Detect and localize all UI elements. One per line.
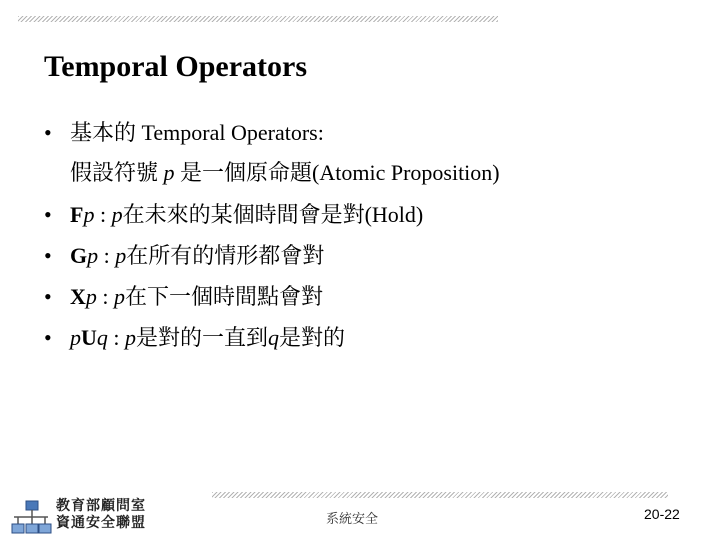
operator-description: 在所有的情形都會對: [126, 243, 325, 268]
operator-U: U: [81, 325, 97, 350]
bullet-marker: •: [44, 325, 52, 350]
bullet-item-intro: [44, 118, 500, 200]
operator-description: 在未來的某個時間會是對(Hold): [122, 202, 424, 227]
separator: :: [96, 284, 115, 309]
intro-var-p: p: [163, 160, 175, 185]
logo-text-line-1: 教育部顧問室: [56, 498, 146, 514]
var-p: p: [115, 243, 127, 268]
top-decorative-stripe: [18, 16, 498, 22]
bullet-item-G: [44, 241, 500, 282]
var-p: p: [111, 202, 123, 227]
page-number: 20-22: [644, 506, 680, 522]
operator-X: X: [70, 284, 86, 309]
intro-line-2-prefix: 假設符號: [70, 160, 164, 185]
var-p: p: [87, 243, 99, 268]
separator: :: [94, 202, 112, 227]
bullet-marker: •: [44, 284, 52, 309]
intro-line-2: [70, 158, 500, 188]
intro-line-1: 基本的 Temporal Operators:: [70, 120, 324, 145]
operator-description: 在下一個時間點會對: [125, 284, 324, 309]
bullet-item-X: [44, 282, 500, 323]
bullet-item-U: [44, 323, 500, 364]
network-logo-icon: [10, 500, 52, 536]
operator-G: G: [70, 243, 88, 268]
slide-title: Temporal Operators: [44, 50, 308, 83]
var-p: p: [125, 325, 137, 350]
var-p: p: [70, 325, 81, 350]
intro-line-2-suffix: 是一個原命題(Atomic Proposition): [174, 160, 500, 185]
var-q: q: [268, 325, 280, 350]
var-q: q: [96, 325, 108, 350]
logo-text-line-2: 資通安全聯盟: [56, 515, 146, 531]
var-p: p: [83, 202, 95, 227]
bullet-marker: •: [44, 243, 52, 268]
var-p: p: [114, 284, 126, 309]
bullet-list: [44, 118, 500, 364]
operator-F: F: [70, 202, 84, 227]
footer-course-name: 系統安全: [326, 512, 379, 527]
bullet-marker: •: [44, 202, 52, 227]
bottom-decorative-stripe: [212, 492, 668, 498]
operator-description-a: 是對的一直到: [136, 325, 269, 350]
operator-description-b: 是對的: [279, 325, 346, 350]
bullet-item-F: [44, 200, 500, 241]
var-p: p: [85, 284, 97, 309]
logo-text: [56, 498, 146, 532]
footer-logo: [4, 496, 164, 536]
bullet-marker: •: [44, 120, 52, 145]
separator: :: [107, 325, 126, 350]
separator: :: [98, 243, 116, 268]
